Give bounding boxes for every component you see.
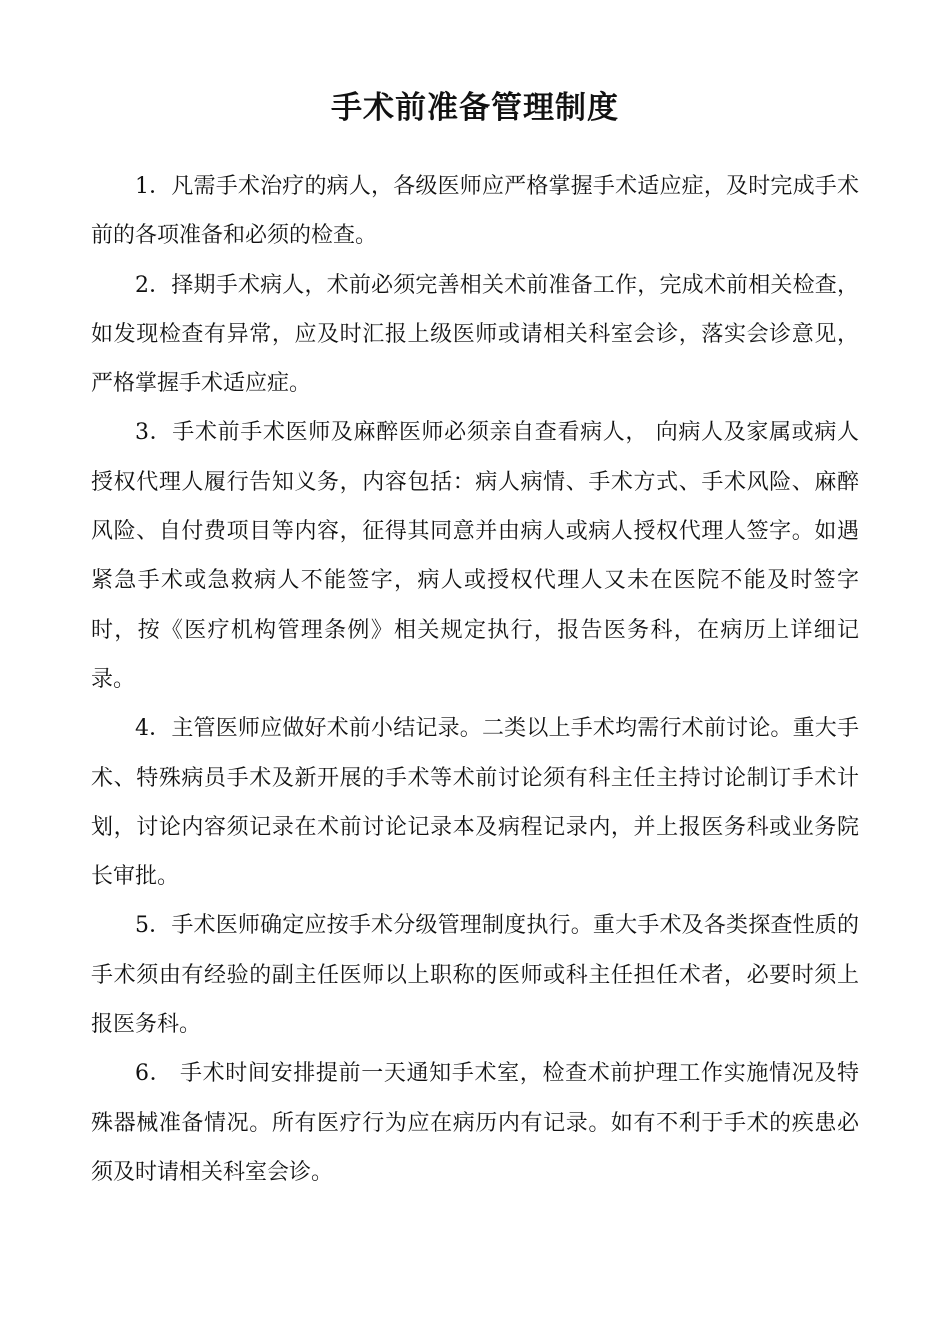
paragraph-4: 4．主管医师应做好术前小结记录。二类以上手术均需行术前讨论。重大手术、特殊病员手术及新开展的手术等术前讨论须有科主任主持讨论制订手术计划，讨论内容须记录在术前讨论记录本及病程记录内，并上报医务科或业务院长审批。: [91, 716, 859, 890]
paragraph-1: 1．凡需手术治疗的病人，各级医师应严格掌握手术适应症，及时完成手术前的各项准备和必须的检查。: [91, 174, 859, 249]
paragraph-5: 5．手术医师确定应按手术分级管理制度执行。重大手术及各类探查性质的手术须由有经验的副主任医师以上职称的医师或科主任担任术者，必要时须上报医务科。: [91, 913, 859, 1038]
paragraph-6: 6． 手术时间安排提前一天通知手术室，检查术前护理工作实施情况及特殊器械准备情况。所有医疗行为应在病历内有记录。如有不利于手术的疾患必须及时请相关科室会诊。: [91, 1061, 859, 1185]
document-body: [91, 162, 859, 1197]
paragraph-2: 2．择期手术病人，术前必须完善相关术前准备工作，完成术前相关检查，如发现检查有异常，应及时汇报上级医师或请相关科室会诊，落实会诊意见，严格掌握手术适应症。: [91, 272, 859, 397]
page-title: 手术前准备管理制度: [331, 90, 619, 126]
paragraph-3: 3．手术前手术医师及麻醉医师必须亲自查看病人， 向病人及家属或病人授权代理人履行告知义务，内容包括：病人病情、手术方式、手术风险、麻醉风险、自付费项目等内容，征得其同意并由病人或病人授权代理人签字。如遇紧急手术或急救病人不能签字，病人或授权代理人又未在医院不能及时签字时，按《医疗机构管理条例》相关规定执行，报告医务科，在病历上详细记录。: [91, 420, 859, 692]
